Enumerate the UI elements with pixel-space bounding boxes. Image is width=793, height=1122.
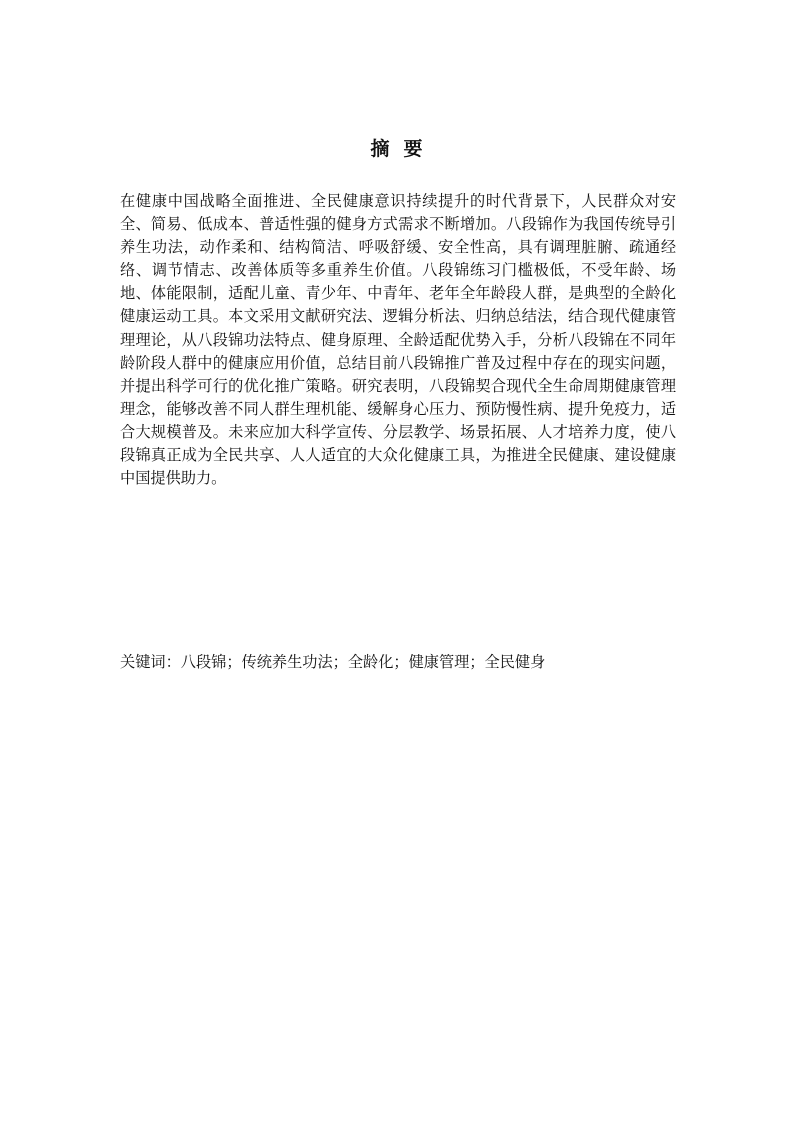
keywords-line: 关键词：八段锦；传统养生功法；全龄化；健康管理；全民健身 — [120, 653, 546, 671]
abstract-body: 在健康中国战略全面推进、全民健康意识持续提升的时代背景下，人民群众对安全、简易、低成本、普适性强的健身方式需求不断增加。八段锦作为我国传统导引养生功法，动作柔和、结构简洁、呼吸舒缓、安全性高，具有调理脏腑、疏通经络、调节情志、改善体质等多重养生价值。八段锦练习门槛极低，不受年龄、场地、体能限制，适配儿童、青少年、中青年、老年全年龄段人群，是典型的全龄化健康运动工具。本文采用文献研究法、逻辑分析法、归纳总结法，结合现代健康管理理论，从八段锦功法特点、健身原理、全龄适配优势入手，分析八段锦在不同年龄阶段人群中的健康应用价值，总结目前八段锦推广普及过程中存在的现实问题，并提出科学可行的优化推广策略。研究表明，八段锦契合现代全生命周期健康管理理念，能够改善不同人群生理机能、缓解身心压力、预防慢性病、提升免疫力，适合大规模普及。未来应加大科学宣传、分层教学、场景拓展、人才培养力度，使八段锦真正成为全民共享、人人适宜的大众化健康工具，为推进全民健康、建设健康中国提供助力。 — [120, 192, 676, 488]
abstract-title: 摘要 — [370, 138, 437, 160]
